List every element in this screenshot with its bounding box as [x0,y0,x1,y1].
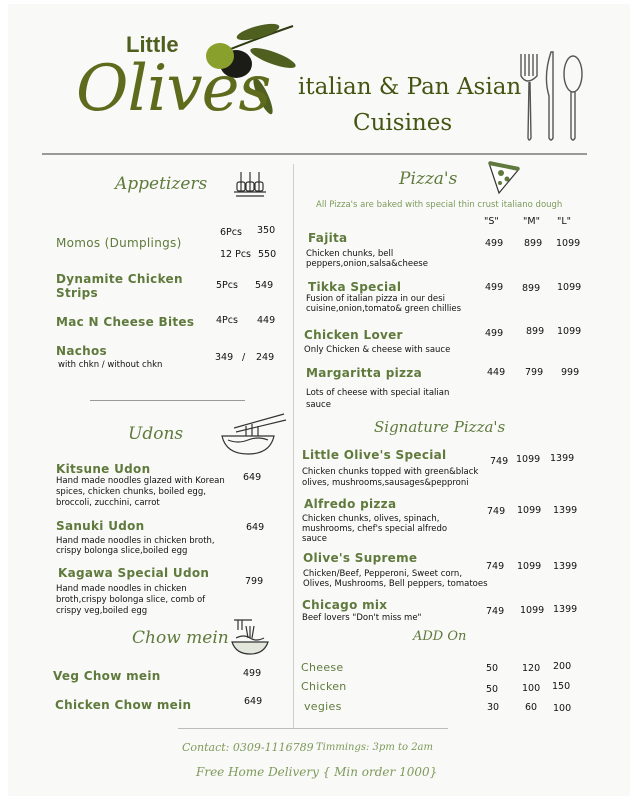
addon-chicken-name: Chicken [301,680,347,693]
tikka-name: Tikka Special [308,280,402,294]
addon-vegies-l: 100 [553,703,572,714]
nachos-name: Nachos [56,344,107,358]
dynamite-qty: 5Pcs [216,280,238,291]
supreme-name: Olive's Supreme [303,551,418,565]
chicago-m: 1099 [520,605,545,616]
addon-vegies-name: vegies [304,700,342,713]
kitsune-desc-2: spices, chicken chunks, boiled egg, [56,487,206,497]
size-s-header: "S" [484,216,499,227]
mac-price: 449 [257,315,276,326]
addon-vegies-m: 60 [525,702,538,713]
tikka-desc-2: cuisine,onion,tomato& green chillies [306,304,462,314]
fajita-s: 499 [485,238,504,249]
special-s: 749 [490,456,509,467]
menu-page [8,4,630,796]
nachos-desc: with chkn / without chkn [58,360,163,370]
nachos-sep: / [242,352,246,363]
noodle-bowl-icon [218,410,288,462]
chicago-name: Chicago mix [302,598,388,612]
dynamite-name-2: Strips [56,286,98,300]
mac-qty: 4Pcs [216,315,238,326]
udons-title: Udons [128,424,184,444]
delivery-text: Free Home Delivery { Min order 1000} [196,765,438,779]
veg-chowmein-price: 499 [243,668,262,679]
momos-qty-2: 12 Pcs [220,249,252,260]
lover-name: Chicken Lover [304,328,403,342]
special-desc-2: olives, mushrooms,sausages&pepproni [302,478,469,488]
tagline-line-1: italian & Pan Asian [298,74,522,100]
supreme-desc-2: Olives, Mushrooms, Bell peppers, tomatoes [303,579,488,589]
special-desc-1: Chicken chunks topped with green&black [302,467,479,477]
mac-name: Mac N Cheese Bites [56,315,195,329]
signature-title: Signature Pizza's [374,418,506,436]
header-divider [42,153,587,155]
fajita-desc-2: peppers,onion,salsa&cheese [306,259,428,269]
dynamite-name-1: Dynamite Chicken [56,272,183,286]
addon-vegies-s: 30 [487,702,500,713]
alfredo-desc-2: mushrooms, chef's special alfredo [302,524,448,534]
chowmein-title: Chow mein [132,628,229,648]
marg-s: 449 [487,367,506,378]
sanuki-desc-2: crispy bolonga slice,boiled egg [56,546,188,556]
addon-chicken-s: 50 [486,684,499,695]
lover-s: 499 [485,328,504,339]
marg-l: 999 [561,367,580,378]
chicago-s: 749 [486,606,505,617]
supreme-m: 1099 [517,561,542,572]
marg-desc-2: sauce [306,400,331,410]
lover-m: 899 [526,326,545,337]
marg-desc-1: Lots of cheese with special italian [306,388,450,398]
veg-chowmein-name: Veg Chow mein [53,669,161,683]
addon-cheese-l: 200 [553,661,572,672]
fajita-l: 1099 [556,238,581,249]
alfredo-l: 1399 [553,505,578,516]
tikka-s: 499 [485,282,504,293]
timings-text: Timmings: 3pm to 2am [316,742,434,753]
addon-cheese-s: 50 [486,663,499,674]
alfredo-s: 749 [487,506,506,517]
momos-qty-1: 6Pcs [220,227,242,238]
marg-m: 799 [525,367,544,378]
chicago-desc-1: Beef lovers "Don't miss me" [302,613,422,623]
pizza-slice-icon [483,157,523,201]
kitsune-desc-1: Hand made noodles glazed with Korean [56,476,225,486]
dynamite-price: 549 [255,280,274,291]
size-m-header: "M" [523,216,540,227]
alfredo-desc-3: sauce [302,534,327,544]
pizzas-title: Pizza's [399,169,458,189]
kitsune-price: 649 [243,472,262,483]
kagawa-price: 799 [245,576,264,587]
special-name: Little Olive's Special [302,448,447,462]
logo-top-text: Little [126,32,179,57]
skewer-icon [230,168,270,204]
alfredo-name: Alfredo pizza [304,497,397,511]
kitsune-desc-3: broccoli, zucchini, carrot [56,498,160,508]
kagawa-name: Kagawa Special Udon [58,566,210,580]
footer-divider [178,728,448,729]
supreme-s: 749 [486,561,505,572]
tagline-line-2: Cuisines [353,110,453,136]
lover-desc-1: Only Chicken & cheese with sauce [304,345,451,355]
addon-cheese-m: 120 [522,663,541,674]
tikka-m: 899 [522,283,541,294]
chicago-l: 1399 [553,604,578,615]
nachos-price-1: 349 [215,352,234,363]
sanuki-price: 649 [246,522,265,533]
vertical-divider [293,164,294,729]
addon-chicken-l: 150 [552,681,571,692]
contact-text: Contact: 0309-1116789 [182,741,314,754]
sanuki-name: Sanuki Udon [56,519,145,533]
fajita-m: 899 [524,238,543,249]
kitsune-name: Kitsune Udon [56,462,151,476]
tikka-l: 1099 [557,282,582,293]
addon-chicken-m: 100 [522,683,541,694]
kagawa-desc-2: broth,crispy bolonga slice, comb of [56,595,206,605]
alfredo-desc-1: Chicken chunks, olives, spinach, [302,514,440,524]
kagawa-desc-1: Hand made noodles in chicken [56,584,187,594]
addon-cheese-name: Cheese [301,661,344,674]
kagawa-desc-3: crispy veg,boiled egg [56,606,148,616]
momos-name: Momos (Dumplings) [56,236,182,250]
momos-price-2: 550 [258,249,277,260]
momos-price-1: 350 [257,225,276,236]
chicken-chowmein-name: Chicken Chow mein [55,698,192,712]
tikka-desc-1: Fusion of italian pizza in our desi [306,294,445,304]
special-m: 1099 [516,454,541,465]
supreme-desc-1: Chicken/Beef, Pepperoni, Sweet corn, [303,569,463,579]
lover-l: 1099 [557,326,582,337]
nachos-price-2: 249 [256,352,275,363]
left-section-divider [90,400,245,401]
cutlery-icon [513,46,593,146]
pizza-note: All Pizza's are baked with special thin crust italiano dough [316,200,563,210]
logo-main-text: Olives [76,52,271,126]
size-l-header: "L" [557,216,572,227]
noodle-fork-icon [230,616,270,660]
supreme-l: 1399 [553,561,578,572]
special-l: 1399 [550,453,575,464]
fajita-name: Fajita [308,231,348,245]
fajita-desc-1: Chicken chunks, bell [306,249,394,259]
marg-name: Margaritta pizza [306,366,422,380]
addon-title: ADD On [413,629,467,644]
chicken-chowmein-price: 649 [244,696,263,707]
appetizers-title: Appetizers [115,174,208,194]
alfredo-m: 1099 [517,505,542,516]
sanuki-desc-1: Hand made noodles in chicken broth, [56,536,215,546]
